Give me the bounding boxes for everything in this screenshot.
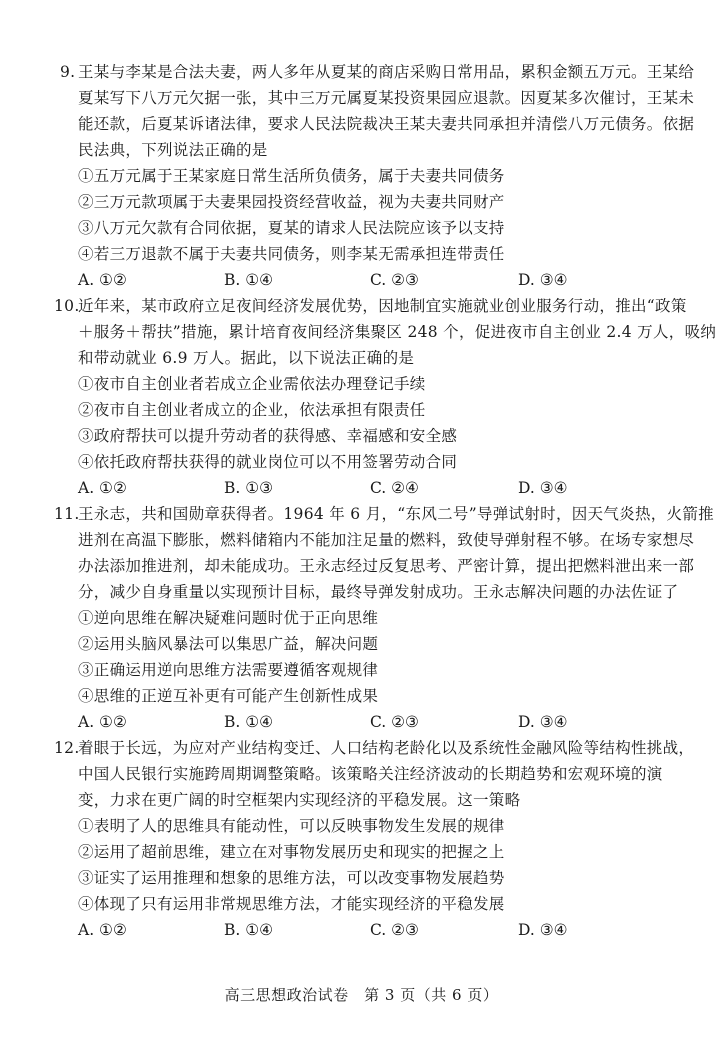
answer-choices xyxy=(78,478,678,498)
statement: ②夜市自主创业者成立的企业，依法承担有限责任 xyxy=(78,401,426,419)
question-stem-line: 王永志，共和国勋章获得者。1964 年 6 月，“东风二号”导弹试射时，因天气炎热，火箭推 xyxy=(78,505,714,523)
choice-b[interactable]: B. ①④ xyxy=(224,713,274,731)
choice-b[interactable]: B. ①③ xyxy=(224,479,274,497)
statement: ③证实了运用推理和想象的思维方法，可以改变事物发展趋势 xyxy=(78,869,505,887)
question-number: 9. xyxy=(60,63,76,81)
question-stem-line: 近年来，某市政府立足夜间经济发展优势，因地制宜实施就业创业服务行动，推出“政策 xyxy=(78,297,687,315)
question-stem-line: 和带动就业 6.9 万人。据此，以下说法正确的是 xyxy=(78,349,415,367)
statement: ④体现了只有运用非常规思维方法，才能实现经济的平稳发展 xyxy=(78,895,505,913)
question-stem-line: 进剂在高温下膨胀，燃料储箱内不能加注足量的燃料，致使导弹射程不够。在场专家想尽 xyxy=(78,531,695,549)
choice-d[interactable]: D. ③④ xyxy=(518,271,568,289)
statement: ④思维的正逆互补更有可能产生创新性成果 xyxy=(78,687,379,705)
statement: ①五万元属于王某家庭日常生活所负债务，属于夫妻共同债务 xyxy=(78,167,505,185)
choice-a[interactable]: A. ①② xyxy=(78,271,127,289)
statement: ②运用了超前思维，建立在对事物发展历史和现实的把握之上 xyxy=(78,843,505,861)
choice-a[interactable]: A. ①② xyxy=(78,479,127,497)
page-footer: 高三思想政治试卷 第 3 页（共 6 页） xyxy=(224,986,499,1004)
choice-b[interactable]: B. ①④ xyxy=(224,921,274,939)
question-stem-line: 办法添加推进剂，却未能成功。王永志经过反复思考、严密计算，提出把燃料泄出来一部 xyxy=(78,557,695,575)
question-stem-line: 分，减少自身重量以实现预计目标，最终导弹发射成功。王永志解决问题的办法佐证了 xyxy=(78,583,679,601)
question-stem-line: 能还款，后夏某诉诸法律，要求人民法院裁决王某夫妻共同承担并清偿八万元债务。依据 xyxy=(78,115,695,133)
question-stem-line: 夏某写下八万元欠据一张，其中三万元属夏某投资果园应退款。因夏某多次催讨，王某未 xyxy=(78,89,695,107)
choice-c[interactable]: C. ②③ xyxy=(370,921,419,939)
choice-c[interactable]: C. ②③ xyxy=(370,271,419,289)
statement: ④依托政府帮扶获得的就业岗位可以不用签署劳动合同 xyxy=(78,453,458,471)
statement: ①逆向思维在解决疑难问题时优于正向思维 xyxy=(78,609,379,627)
answer-choices xyxy=(78,712,678,732)
question-stem-line: 中国人民银行实施跨周期调整策略。该策略关注经济波动的长期趋势和宏观环境的演 xyxy=(78,765,663,783)
choice-d[interactable]: D. ③④ xyxy=(518,479,568,497)
question-number: 12. xyxy=(54,739,80,757)
statement: ①表明了人的思维具有能动性，可以反映事物发生发展的规律 xyxy=(78,817,505,835)
choice-c[interactable]: C. ②③ xyxy=(370,713,419,731)
statement: ②三万元款项属于夫妻果园投资经营收益，视为夫妻共同财产 xyxy=(78,193,505,211)
statement: ③正确运用逆向思维方法需要遵循客观规律 xyxy=(78,661,379,679)
question-stem-line: ＋服务＋帮扶”措施，累计培育夜间经济集聚区 248 个，促进夜市自主创业 2.4 万人，吸纳 xyxy=(78,323,717,341)
choice-d[interactable]: D. ③④ xyxy=(518,921,568,939)
statement: ③八万元欠款有合同依据，夏某的请求人民法院应该予以支持 xyxy=(78,219,505,237)
question-stem-line: 民法典，下列说法正确的是 xyxy=(78,141,268,159)
question-stem-line: 着眼于长远，为应对产业结构变迁、人口结构老龄化以及系统性金融风险等结构性挑战， xyxy=(78,739,695,757)
answer-choices xyxy=(78,920,678,940)
question-number: 10. xyxy=(54,297,80,315)
statement: ②运用头脑风暴法可以集思广益，解决问题 xyxy=(78,635,379,653)
choice-a[interactable]: A. ①② xyxy=(78,921,127,939)
choice-b[interactable]: B. ①④ xyxy=(224,271,274,289)
statement: ③政府帮扶可以提升劳动者的获得感、幸福感和安全感 xyxy=(78,427,458,445)
question-stem-line: 王某与李某是合法夫妻，两人多年从夏某的商店采购日常用品，累积金额五万元。王某给 xyxy=(78,63,695,81)
choice-c[interactable]: C. ②④ xyxy=(370,479,419,497)
answer-choices xyxy=(78,270,678,290)
question-stem-line: 变，力求在更广阔的时空框架内实现经济的平稳发展。这一策略 xyxy=(78,791,521,809)
statement: ①夜市自主创业者若成立企业需依法办理登记手续 xyxy=(78,375,426,393)
statement: ④若三万退款不属于夫妻共同债务，则李某无需承担连带责任 xyxy=(78,245,505,263)
choice-d[interactable]: D. ③④ xyxy=(518,713,568,731)
question-number: 11. xyxy=(54,505,80,523)
choice-a[interactable]: A. ①② xyxy=(78,713,127,731)
